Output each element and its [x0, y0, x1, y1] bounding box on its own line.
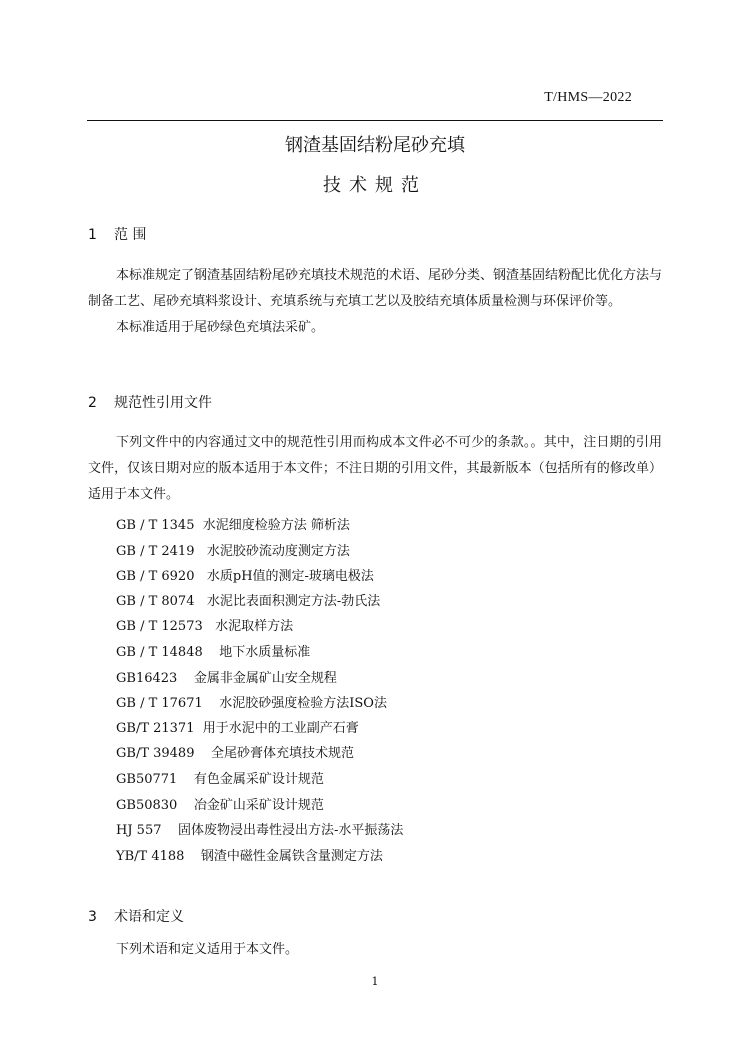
reference-item: GB / T 17671 水泥胶砂强度检验方法ISO法 — [116, 696, 387, 711]
reference-item: GB50771 有色金属采矿设计规范 — [116, 772, 324, 787]
section-title: 术语和定义 — [114, 909, 184, 925]
reference-item: GB50830 冶金矿山采矿设计规范 — [116, 798, 324, 813]
document-title: 钢渣基固结粉尾砂充填 — [285, 135, 465, 156]
section-2-paragraph-1: 下列文件中的内容通过文中的规范性引用而构成本文件必不可少的条款。。其中，注日期的引用文件，仅该日期对应的版本适用于本文件；不注日期的引用文件，其最新版本（包括所有的修改单）适用于本文件。 — [88, 435, 662, 502]
section-1-paragraph-1: 本标准规定了钢渣基固结粉尾砂充填技术规范的术语、尾砂分类、钢渣基固结粉配比优化方法与制备工艺、尾砂充填料浆设计、充填系统与充填工艺以及胶结充填体质量检测与环保评价等。 — [88, 268, 663, 309]
reference-item: GB / T 1345 水泥细度检验方法 筛析法 — [116, 518, 350, 533]
section-title: 范 围 — [114, 227, 147, 243]
section-3-paragraph-1: 下列术语和定义适用于本文件。 — [116, 942, 299, 957]
standard-code: T/HMS—2022 — [544, 90, 632, 105]
section-title: 规范性引用文件 — [114, 395, 212, 411]
section-number: 1 — [88, 227, 97, 243]
reference-item: GB16423 金属非金属矿山安全规程 — [116, 671, 337, 686]
reference-item: GB/T 21371 用于水泥中的工业副产石膏 — [116, 721, 359, 736]
document-subtitle: 技术规范 — [323, 175, 427, 196]
reference-item: YB/T 4188 钢渣中磁性金属铁含量测定方法 — [116, 849, 383, 864]
section-3-heading — [88, 906, 184, 926]
reference-item: HJ 557 固体废物浸出毒性浸出方法-水平振荡法 — [116, 823, 404, 838]
reference-item: GB / T 6920 水质pH值的测定-玻璃电极法 — [116, 569, 374, 584]
section-1-heading — [88, 224, 146, 244]
reference-item: GB / T 14848 地下水质量标准 — [116, 645, 311, 660]
reference-item: GB / T 12573 水泥取样方法 — [116, 619, 294, 634]
page-number: 1 — [371, 975, 379, 988]
section-1-paragraph-2: 本标准适用于尾砂绿色充填法采矿。 — [116, 320, 325, 335]
section-2-heading — [88, 392, 212, 412]
reference-item: GB/T 39489 全尾砂膏体充填技术规范 — [116, 746, 355, 761]
section-number: 2 — [88, 395, 97, 411]
reference-item: GB / T 8074 水泥比表面积测定方法-勃氏法 — [116, 594, 381, 609]
reference-item: GB / T 2419 水泥胶砂流动度测定方法 — [116, 544, 350, 559]
section-number: 3 — [88, 909, 97, 925]
header-rule — [87, 120, 663, 121]
